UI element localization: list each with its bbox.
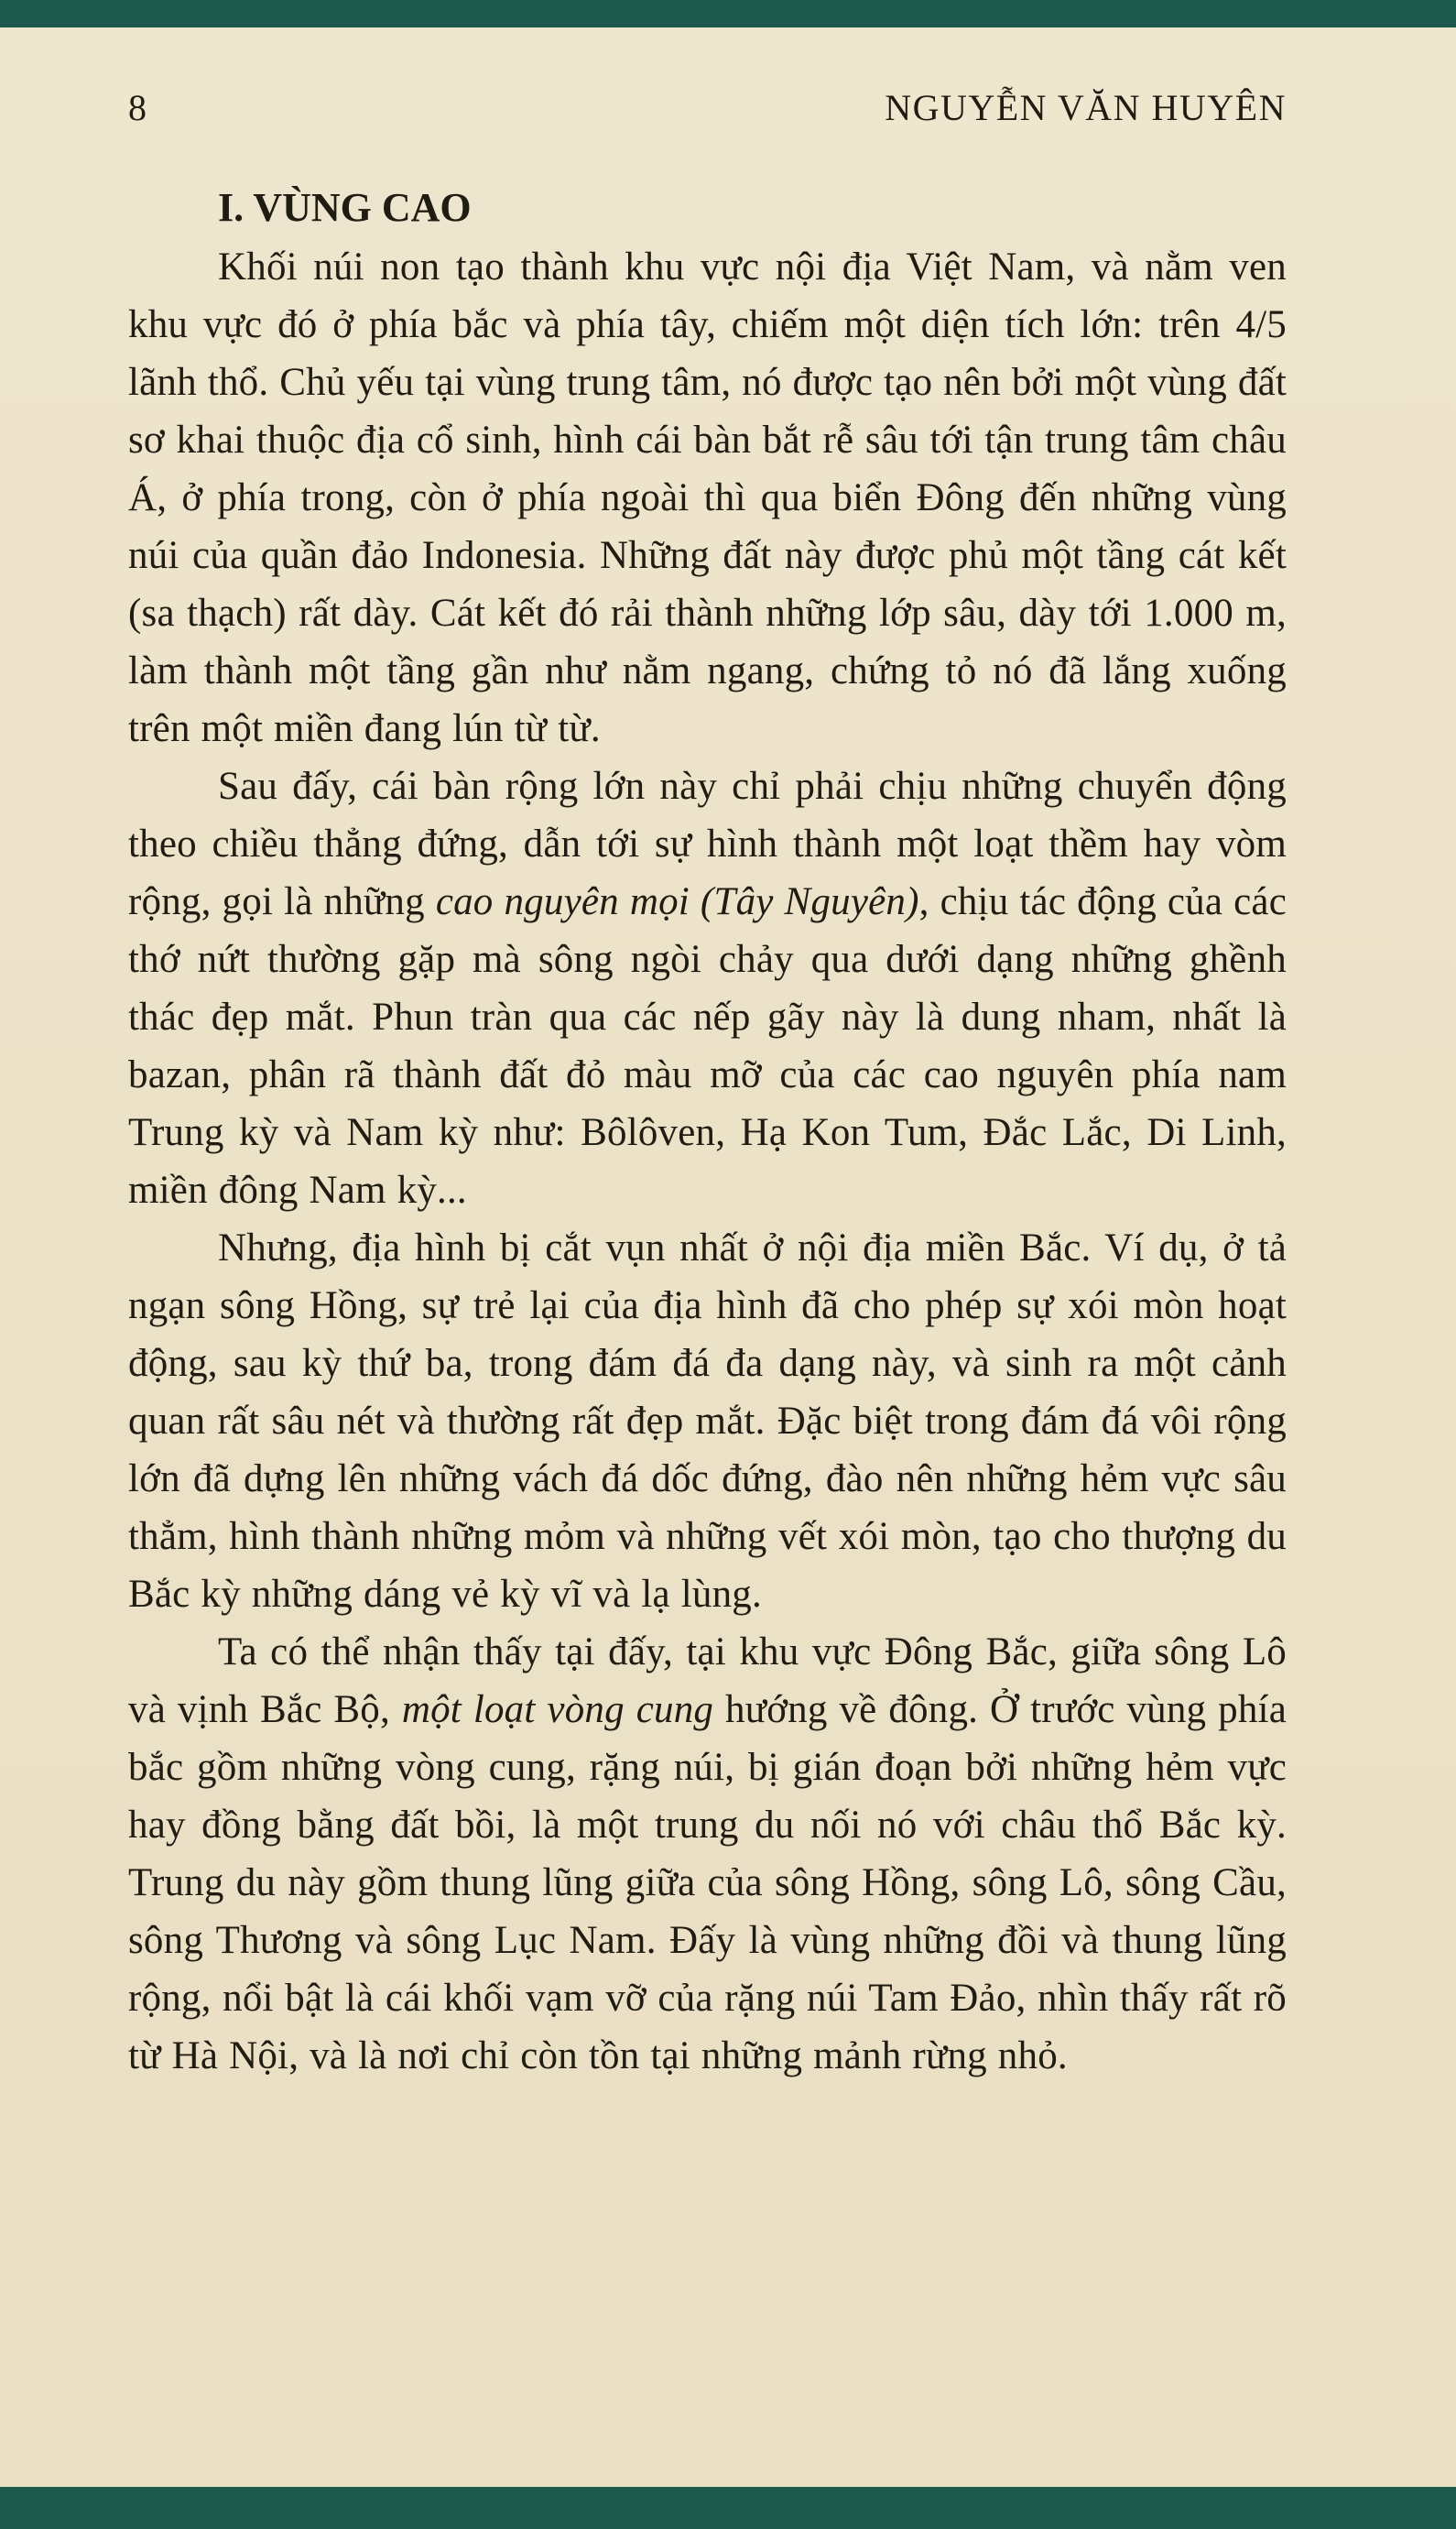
bottom-edge-band bbox=[0, 2487, 1456, 2529]
italic-run: cao nguyên mọi (Tây Nguyên) bbox=[435, 880, 919, 923]
section-heading: I. VÙNG CAO bbox=[218, 185, 472, 230]
text-run: Ta có thể nhận thấy tại đấy, tại khu vực Đông Bắc, giữa sông Lô và vịnh Bắc Bộ, bbox=[128, 1630, 1287, 1731]
page-content bbox=[0, 27, 1456, 2085]
page-number: 8 bbox=[128, 87, 147, 128]
text-run: hướng về đông. Ở trước vùng phía bắc gồm những vòng cung, rặng núi, bị gián đoạn bởi những hẻm vực hay đồng bằng đất bồi, là một trung du nối nó với châu thổ Bắc kỳ. Trung du này gồm thung lũng giữa của sông Hồng, sông Lô, sông Cầu, sông Thương và sông Lục Nam. Đấy là vùng những đồi và thung lũng rộng, nổi bật là cái khối vạm vỡ của rặng núi Tam Đảo, nhìn thấy rất rõ từ Hà Nội, và là nơi chỉ còn tồn tại những mảnh rừng nhỏ. bbox=[128, 1688, 1287, 2077]
paragraph bbox=[128, 758, 1287, 1219]
paragraph bbox=[128, 1219, 1287, 1623]
text-run: Sau đấy, cái bàn rộng lớn này chỉ phải chịu những chuyển động theo chiều thẳng đứng, dẫn tới sự hình thành một loạt thềm hay vòm rộng, gọi là những bbox=[128, 765, 1287, 923]
running-title: NGUYỄN VĂN HUYÊN bbox=[885, 87, 1287, 128]
text-run: Nhưng, địa hình bị cắt vụn nhất ở nội địa miền Bắc. Ví dụ, ở tả ngạn sông Hồng, sự trẻ lại của địa hình đã cho phép sự xói mòn hoạt động, sau kỳ thứ ba, trong đám đá đa dạng này, và sinh ra một cảnh quan rất sâu nét và thường rất đẹp mắt. Đặc biệt trong đám đá vôi rộng lớn đã dựng lên những vách đá dốc đứng, đào nên những hẻm vực sâu thẳm, hình thành những mỏm và những vết xói mòn, tạo cho thượng du Bắc kỳ những dáng vẻ kỳ vĩ và lạ lùng. bbox=[128, 1226, 1287, 1616]
paragraph bbox=[128, 1623, 1287, 2085]
paragraph bbox=[128, 238, 1287, 758]
italic-run: một loạt vòng cung bbox=[401, 1688, 714, 1731]
top-edge-band bbox=[0, 0, 1456, 27]
text-run: Khối núi non tạo thành khu vực nội địa Việt Nam, và nằm ven khu vực đó ở phía bắc và phía tây, chiếm một diện tích lớn: trên 4/5 lãnh thổ. Chủ yếu tại vùng trung tâm, nó được tạo nên bởi một vùng đất sơ khai thuộc địa cổ sinh, hình cái bàn bắt rễ sâu tới tận trung tâm châu Á, ở phía trong, còn ở phía ngoài thì qua biển Đông đến những vùng núi của quần đảo Indonesia. Những đất này được phủ một tầng cát kết (sa thạch) rất dày. Cát kết đó rải thành những lớp sâu, dày tới 1.000 m, làm thành một tầng gần như nằm ngang, chứng tỏ nó đã lắng xuống trên một miền đang lún từ từ. bbox=[128, 245, 1287, 750]
text-run: , chịu tác động của các thớ nứt thường gặp mà sông ngòi chảy qua dưới dạng những ghềnh thác đẹp mắt. Phun tràn qua các nếp gãy này là dung nham, nhất là bazan, phân rã thành đất đỏ màu mỡ của các cao nguyên phía nam Trung kỳ và Nam kỳ như: Bôlôven, Hạ Kon Tum, Đắc Lắc, Di Linh, miền đông Nam kỳ... bbox=[128, 880, 1287, 1212]
body-text bbox=[128, 238, 1287, 2085]
running-header bbox=[128, 86, 1287, 129]
